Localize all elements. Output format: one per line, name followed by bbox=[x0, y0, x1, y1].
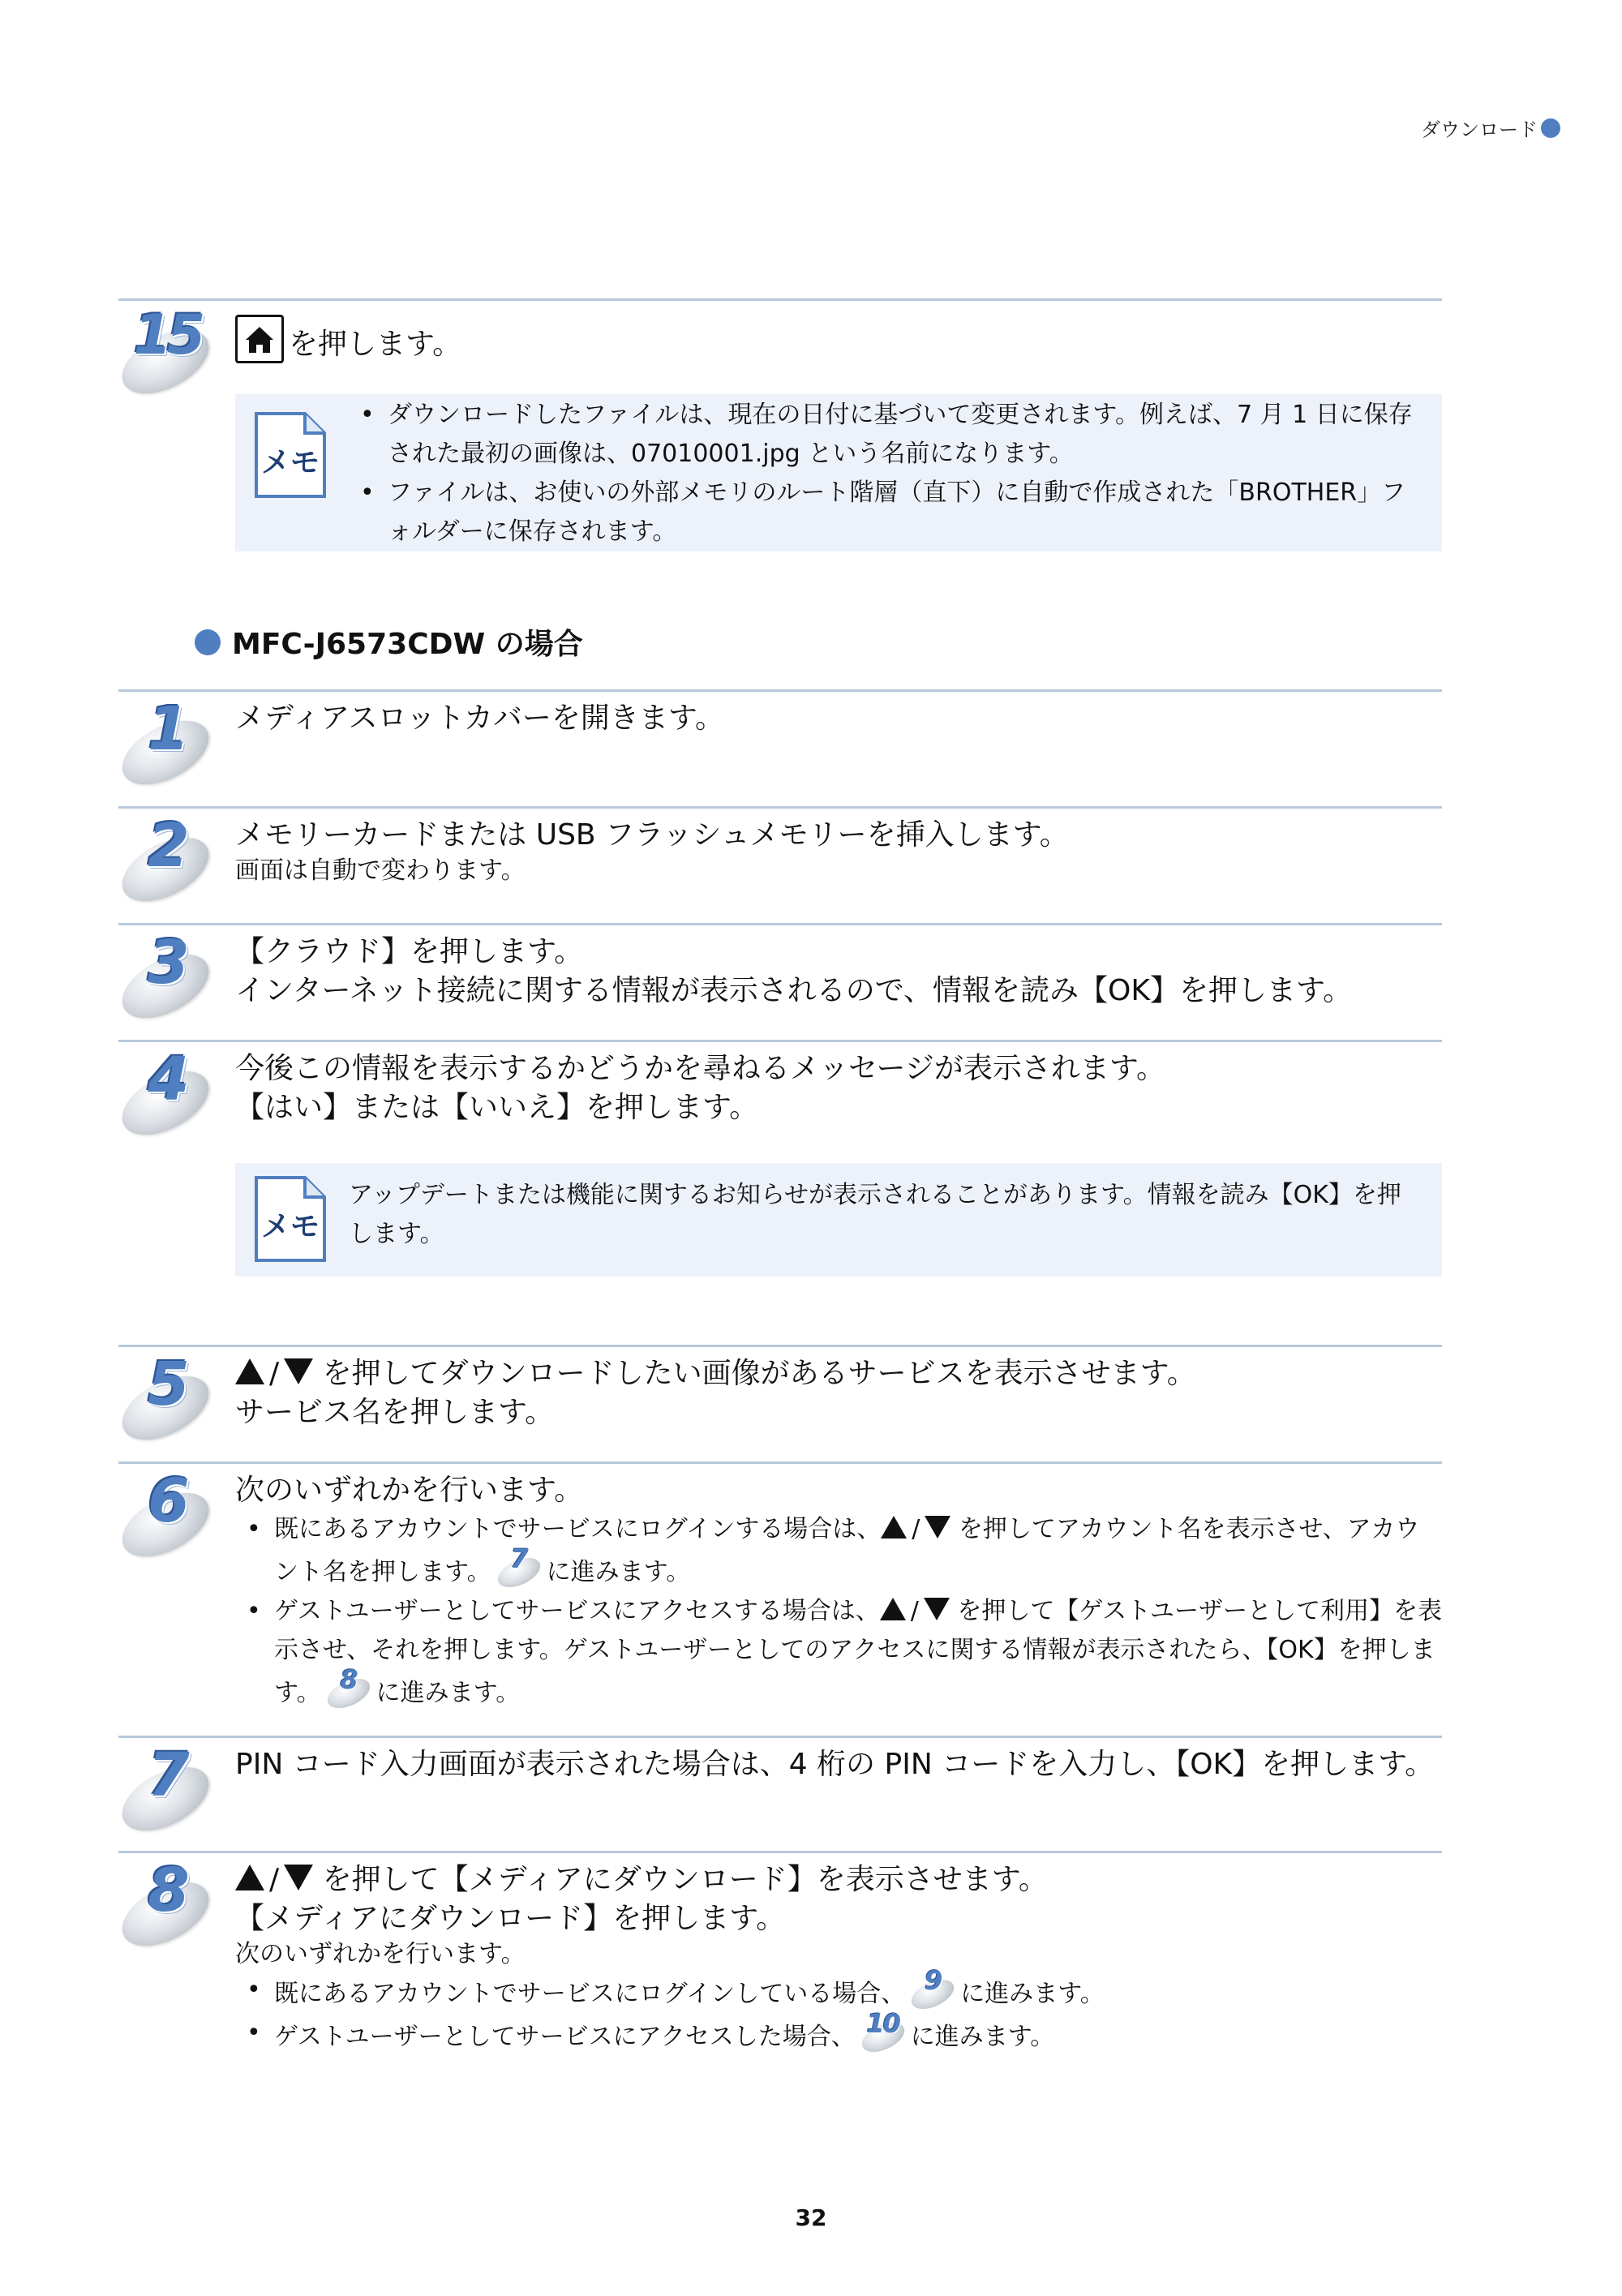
memo-icon bbox=[253, 1174, 328, 1264]
divider bbox=[118, 1736, 1442, 1738]
step-ref-10[interactable]: 10 bbox=[859, 2014, 908, 2051]
memo-item: • ファイルは、お使いの外部メモリのルート階層（直下）に自動で作成された「BROTHER」フォルダーに保存されます。 bbox=[349, 474, 1418, 551]
svg-text:メモ: メモ bbox=[260, 446, 320, 479]
step-7-line: PIN コード入力画面が表示された場合は、4 桁の PIN コードを入力し、【OK】を押します。 bbox=[235, 1748, 1435, 1781]
up-arrow-icon bbox=[235, 1358, 264, 1384]
step-3-text bbox=[235, 933, 1352, 1011]
step-badge-15: 15 bbox=[118, 308, 216, 389]
step-8-sub: 次のいずれかを行います。 bbox=[235, 1940, 526, 1968]
list-item: • 既にあるアカウントでサービスにログインしている場合、 9 に進みます。 bbox=[235, 1971, 1442, 2014]
divider bbox=[118, 806, 1442, 809]
down-arrow-icon bbox=[284, 1865, 313, 1890]
step-1-line: メディアスロットカバーを開きます。 bbox=[235, 702, 725, 735]
step-badge-7: 7 bbox=[118, 1745, 216, 1826]
step-4-line-1: 今後この情報を表示するかどうかを尋ねるメッセージが表示されます。 bbox=[235, 1052, 1165, 1085]
slash: / bbox=[269, 1357, 280, 1390]
header-section-title: ダウンロード bbox=[1421, 118, 1538, 141]
step-5-line-1: を押してダウンロードしたい画像があるサービスを表示させます。 bbox=[322, 1357, 1196, 1390]
divider bbox=[118, 923, 1442, 925]
step-5-line-2: サービス名を押します。 bbox=[235, 1396, 555, 1429]
step-15-label: を押します。 bbox=[289, 328, 462, 361]
divider bbox=[118, 1461, 1442, 1464]
up-arrow-icon bbox=[880, 1598, 906, 1620]
step-6-line-1: 次のいずれかを行います。 bbox=[235, 1474, 584, 1507]
step-6-options bbox=[235, 1510, 1442, 1713]
memo-icon bbox=[253, 410, 328, 500]
memo-item: • ダウンロードしたファイルは、現在の日付に基づいて変更されます。例えば、7 月 1 日に保存された最初の画像は、07010001.jpg という名前になります。 bbox=[349, 396, 1418, 474]
step-8-line-2: 【メディアにダウンロード】を押します。 bbox=[235, 1902, 786, 1935]
divider bbox=[118, 1851, 1442, 1853]
step-badge-5: 5 bbox=[118, 1354, 216, 1436]
step-ref-7[interactable]: 7 bbox=[495, 1549, 543, 1586]
header-dot-icon bbox=[1541, 118, 1560, 138]
down-arrow-icon bbox=[925, 1516, 950, 1539]
divider bbox=[118, 1040, 1442, 1042]
step-1-text bbox=[235, 699, 724, 738]
step-badge-2: 2 bbox=[118, 816, 216, 897]
step-badge-8: 8 bbox=[118, 1860, 216, 1942]
divider bbox=[118, 298, 1442, 301]
page-number: 32 bbox=[795, 2204, 827, 2231]
up-arrow-icon bbox=[235, 1865, 264, 1890]
running-header bbox=[1421, 114, 1560, 142]
step-badge-1: 1 bbox=[118, 699, 216, 780]
step-badge-6: 6 bbox=[118, 1471, 216, 1552]
memo-list bbox=[349, 396, 1418, 551]
down-arrow-icon bbox=[284, 1358, 313, 1384]
divider bbox=[118, 1345, 1442, 1347]
down-arrow-icon bbox=[924, 1598, 950, 1620]
step-badge-3: 3 bbox=[118, 933, 216, 1014]
memo-text: アップデートまたは機能に関するお知らせが表示されることがあります。情報を読み【OK】を押します。 bbox=[349, 1181, 1401, 1248]
step-ref-9[interactable]: 9 bbox=[908, 1971, 957, 2008]
step-5-text bbox=[235, 1354, 1196, 1432]
step-3-line-2: インターネット接続に関する情報が表示されるので、情報を読み【OK】を押します。 bbox=[235, 974, 1353, 1007]
step-3-line-1: 【クラウド】を押します。 bbox=[235, 935, 584, 968]
step-15-text bbox=[235, 315, 461, 364]
svg-text:メモ: メモ bbox=[260, 1210, 320, 1243]
step-8-text: / を押して【メディアにダウンロード】を表示させます。 【メディアにダウンロード】を押します。 次のいずれかを行います。 • 既にあるアカウントでサービスにログインしている場合、 9 に進みます。 • ゲストユーザーとしてサービスにアクセスした場合、 10 に進みます。 bbox=[235, 1860, 1442, 2057]
section-dot-icon bbox=[195, 629, 221, 655]
step-2-text bbox=[235, 816, 1069, 887]
step-4-line-2: 【はい】または【いいえ】を押します。 bbox=[235, 1091, 759, 1124]
step-8-options bbox=[235, 1965, 1442, 2057]
memo-box-1 bbox=[235, 394, 1442, 551]
list-item: • 既にあるアカウントでサービスにログインする場合は、 / を押してアカウント名を表示させ、アカウント名を押します。 7 に進みます。 bbox=[235, 1510, 1442, 1592]
step-4-text bbox=[235, 1049, 1165, 1127]
step-ref-8[interactable]: 8 bbox=[324, 1670, 373, 1707]
memo-box-2 bbox=[235, 1163, 1442, 1277]
list-item: • ゲストユーザーとしてサービスにアクセスした場合、 10 に進みます。 bbox=[235, 2014, 1442, 2057]
step-2-sub: 画面は自動で変わります。 bbox=[235, 856, 526, 885]
divider bbox=[118, 689, 1442, 692]
home-icon bbox=[235, 315, 284, 363]
step-8-line-1: を押して【メディアにダウンロード】を表示させます。 bbox=[322, 1863, 1048, 1896]
up-arrow-icon bbox=[881, 1516, 907, 1539]
section-title: MFC-J6573CDW の場合 bbox=[232, 628, 583, 661]
step-badge-4: 4 bbox=[118, 1049, 216, 1131]
step-2-line: メモリーカードまたは USB フラッシュメモリーを挿入します。 bbox=[235, 818, 1069, 852]
list-item: • ゲストユーザーとしてサービスにアクセスする場合は、 / を押して【ゲストユーザーとして利用】を表示させ、それを押します。ゲストユーザーとしてのアクセスに関する情報が表示されたら、【OK】を押します。 8 に進みます。 bbox=[235, 1592, 1442, 1713]
step-6-text bbox=[235, 1471, 1442, 1713]
section-heading bbox=[195, 621, 583, 663]
step-7-text bbox=[235, 1745, 1442, 1784]
